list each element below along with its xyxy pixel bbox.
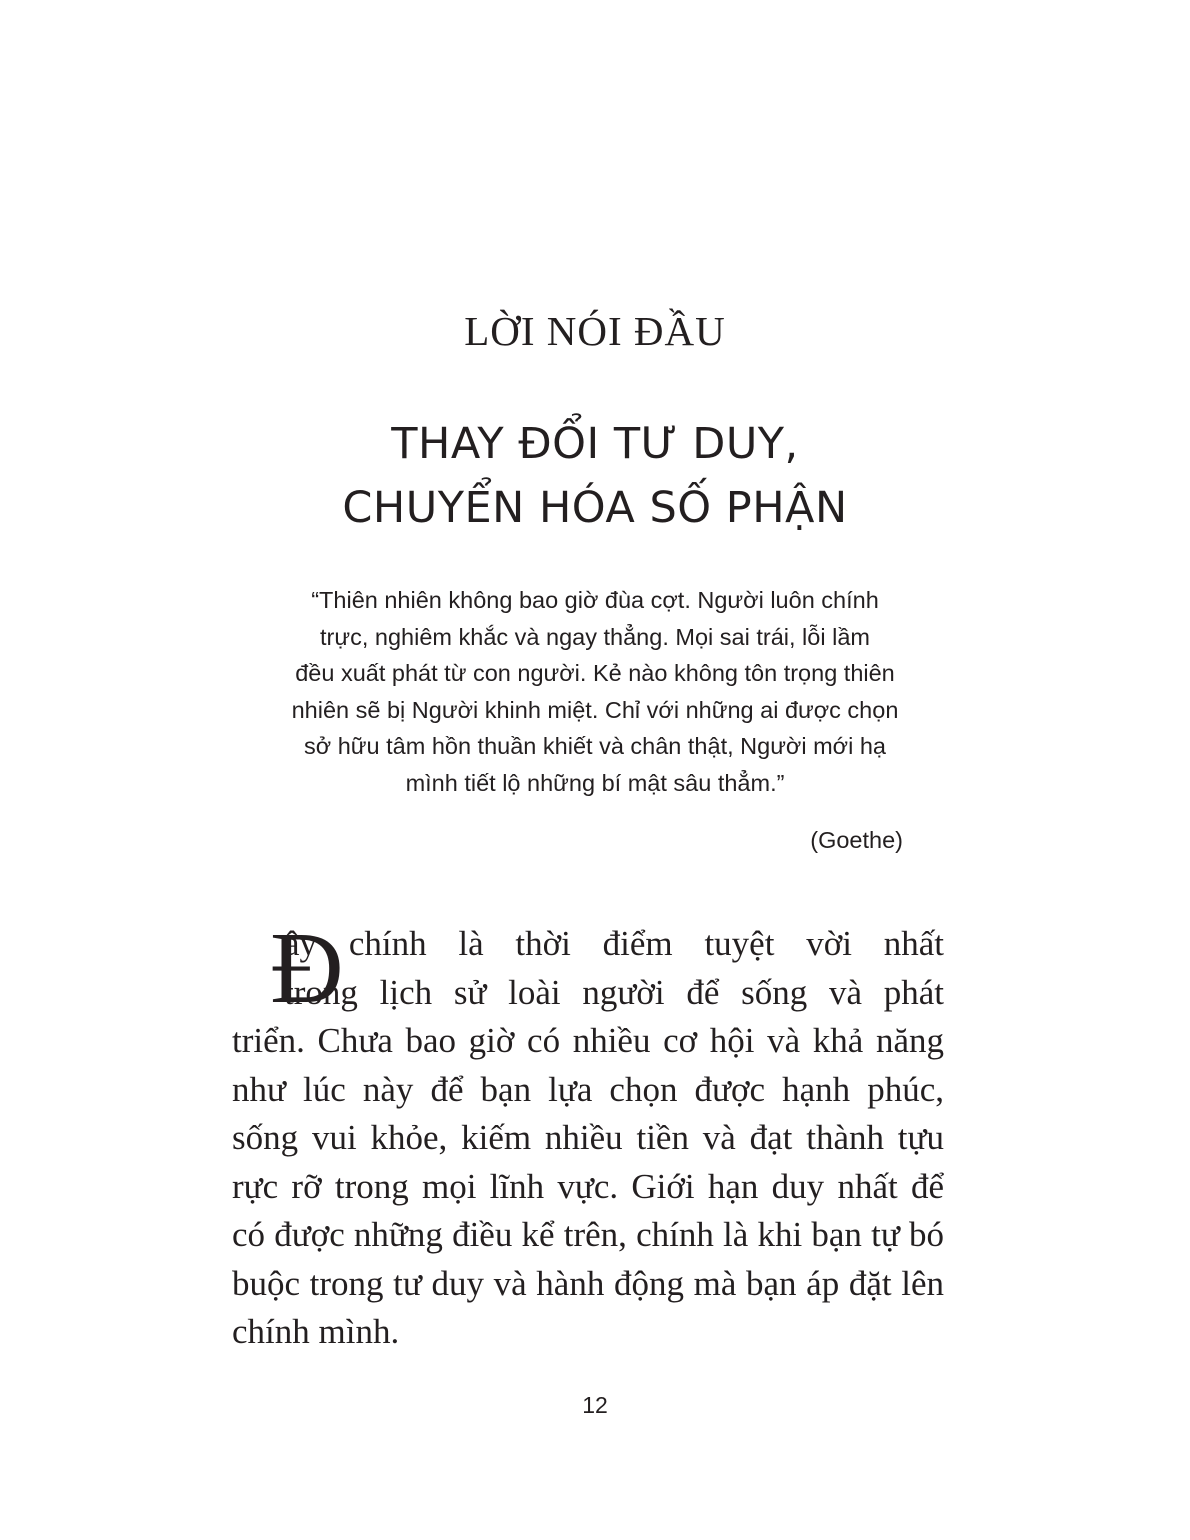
chapter-title-line: THAY ĐỔI TƯ DUY,: [391, 419, 799, 469]
epigraph-line: đều xuất phát từ con người. Kẻ nào không tôn trọng thiên: [295, 660, 895, 686]
body-line: trong lịch sử loài người để sống và phát: [284, 972, 944, 1012]
chapter-label: LỜI NÓI ĐẦU: [464, 308, 726, 354]
body-line: buộc trong tư duy và hành động mà bạn áp đặt lên: [232, 1263, 944, 1303]
body-line: có được những điều kể trên, chính là khi bạn tự bó: [232, 1215, 944, 1254]
epigraph-line: sở hữu tâm hồn thuần khiết và chân thật, Người mới hạ: [304, 733, 886, 759]
body-line: ây chính là thời điểm tuyệt vời nhất: [284, 924, 944, 963]
drop-cap: Đ: [270, 912, 344, 1025]
body-line: rực rỡ trong mọi lĩnh vực. Giới hạn duy nhất để: [232, 1166, 944, 1206]
epigraph-line: “Thiên nhiên không bao giờ đùa cợt. Người luôn chính: [311, 587, 879, 613]
page-number: 12: [582, 1392, 608, 1418]
chapter-title: [0, 412, 1190, 540]
body-line: như lúc này để bạn lựa chọn được hạnh phúc,: [232, 1069, 944, 1109]
epigraph-attribution: (Goethe): [810, 827, 903, 853]
epigraph-line: trực, nghiêm khắc và ngay thẳng. Mọi sai trái, lỗi lầm: [320, 623, 870, 650]
epigraph-line: mình tiết lộ những bí mật sâu thẳm.”: [405, 769, 785, 796]
epigraph-line: nhiên sẽ bị Người khinh miệt. Chỉ với những ai được chọn: [291, 696, 899, 723]
epigraph-quote: [260, 582, 930, 801]
body-line: triển. Chưa bao giờ có nhiều cơ hội và khả năng: [232, 1021, 944, 1060]
body-line: chính mình.: [232, 1312, 400, 1351]
chapter-title-line: CHUYỂN HÓA SỐ PHẬN: [342, 483, 848, 533]
body-line: sống vui khỏe, kiếm nhiều tiền và đạt thành tựu: [232, 1118, 944, 1157]
body-paragraph: [232, 912, 944, 1357]
